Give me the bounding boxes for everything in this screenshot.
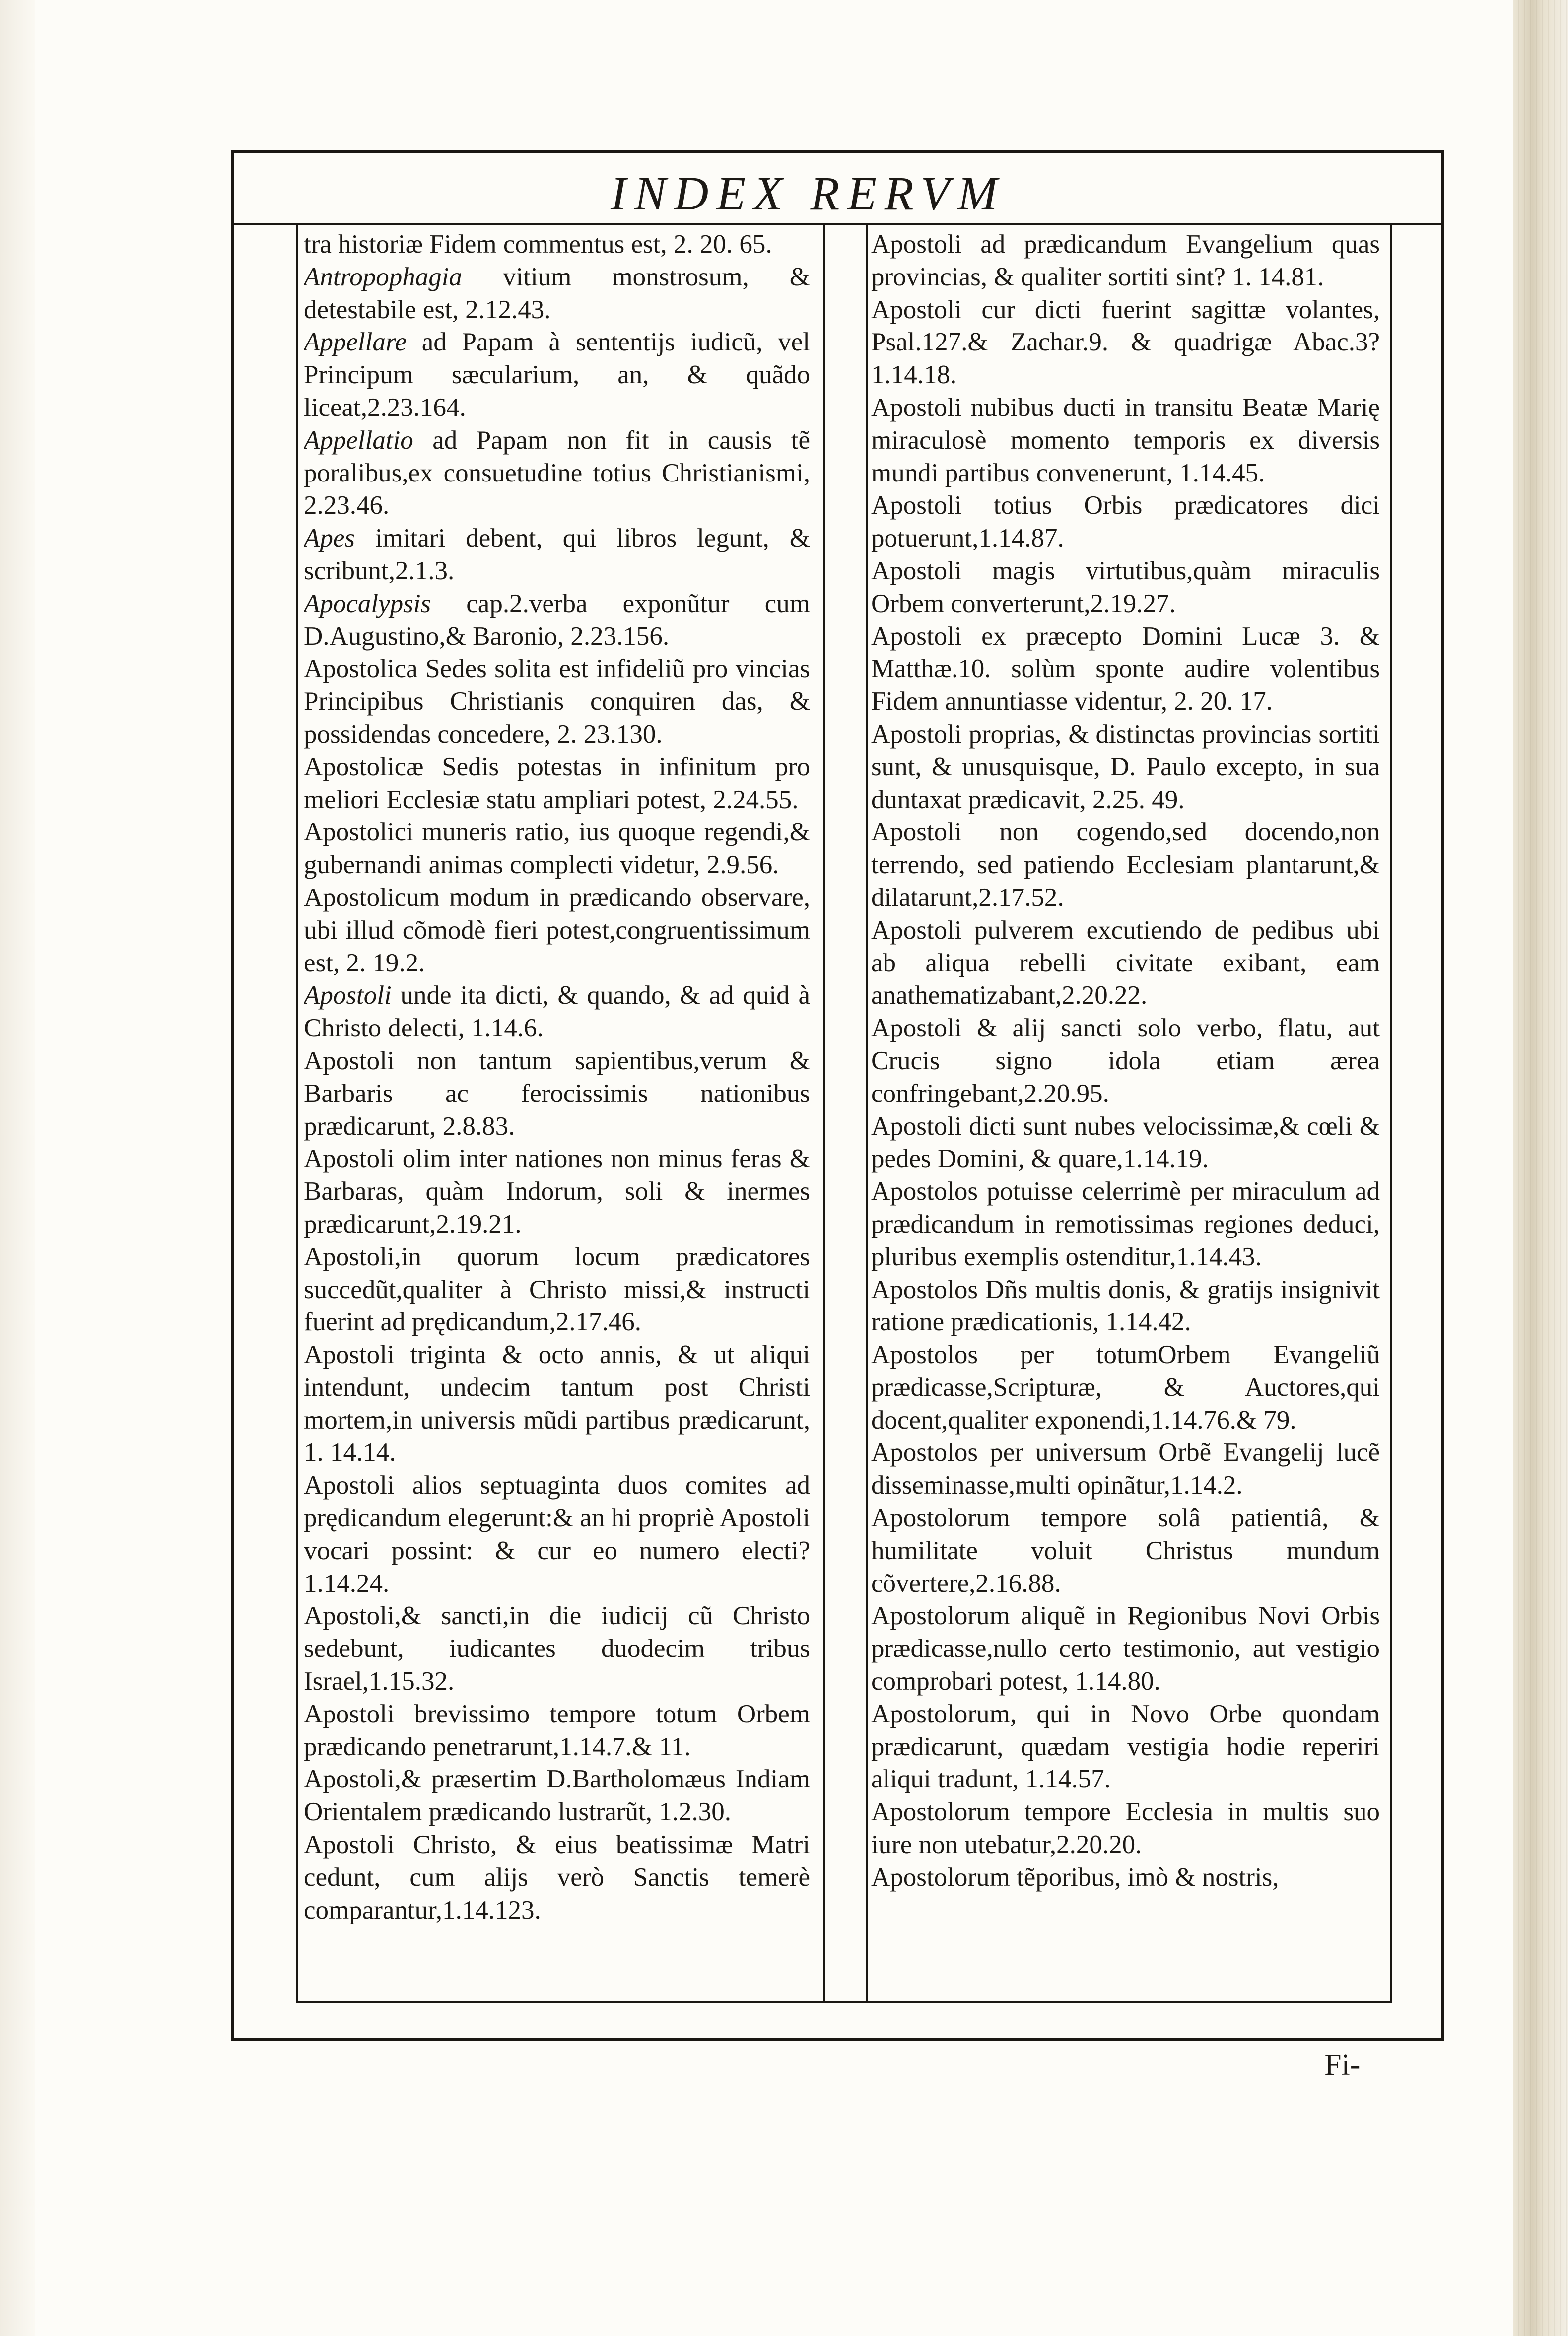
entry-headword: Apostoli [304, 981, 392, 1010]
entry-text: Apostoli brevissimo tempore totum Orbem prædicando penetrarunt,1.14.7.& 11. [304, 1699, 810, 1761]
entry-text: Apostolica Sedes solita est infideliũ pro vincias Principibus Christianis conquiren das, & possidendas concedere, 2. 23.130. [304, 654, 810, 749]
index-entry [304, 1339, 810, 1469]
entry-text: Apostolorum tẽporibus, imò & nostris, [871, 1862, 1279, 1892]
entry-text: Apostoli non tantum sapientibus,verum & Barbaris ac ferocissimis nationibus prædicarunt, 2.8.83. [304, 1046, 810, 1141]
entry-text: Apostolorum, qui in Novo Orbe quondam prædicarunt, quædam vestigia hodie reperiri aliqui tradunt, 1.14.57. [871, 1699, 1380, 1794]
entry-text: Apostoli totius Orbis prædicatores dici potuerunt,1.14.87. [871, 491, 1380, 553]
entry-text: Apostoli,& sancti,in die iudicij cũ Christo sedebunt, iudicantes duodecim tribus Israel,1.15.32. [304, 1601, 810, 1696]
index-column-right [871, 228, 1380, 1995]
index-entry [871, 555, 1380, 620]
entry-text: imitari debent, qui libros legunt, & scribunt,2.1.3. [304, 524, 810, 585]
index-entry [304, 979, 810, 1045]
entry-text: Apostoli nubibus ducti in transitu Beatæ Marię miraculosè momento temporis ex diversis mundi partibus convenerunt, 1.14.45. [871, 393, 1380, 487]
entry-text: Apostoli pulverem excutiendo de pedibus ubi ab aliqua rebelli civitate exibant, eam anathematizabant,2.20.22. [871, 915, 1380, 1010]
index-entry [304, 1045, 810, 1143]
entry-text: Apostolorum tempore solâ patientiâ, & humilitate voluit Christus mundum cõvertere,2.16.88. [871, 1504, 1380, 1598]
index-entry [304, 326, 810, 424]
index-entry [871, 816, 1380, 914]
entry-text: Apostoli ad prædicandum Evangelium quas provincias, & qualiter sortiti sint? 1. 14.81. [871, 230, 1380, 291]
entry-text: Apostoli alios septuaginta duos comites ad prędicandum elegerunt:& an hi propriè Apostoli vocari possint: & cur eo numero electi? 1.14.24. [304, 1471, 810, 1598]
entry-headword: Appellatio [304, 425, 413, 455]
title-underline-rule [231, 223, 1444, 225]
index-entry [871, 914, 1380, 1012]
entry-text: Apostoli triginta & octo annis, & ut aliqui intendunt, undecim tantum post Christi mortem,in universis mũdi partibus prædicarunt, 1. 14.14. [304, 1340, 810, 1467]
column-divider-left [823, 225, 825, 2003]
entry-text: unde ita dicti, & quando, & ad quid à Christo delecti, 1.14.6. [304, 981, 810, 1043]
entry-text: Apostoli & alij sancti solo verbo, flatu, aut Crucis signo idola etiam ærea confringebant,2.20.95. [871, 1014, 1380, 1108]
index-entry [304, 1600, 810, 1698]
entry-text: tra historiæ Fidem commentus est, 2. 20. 65. [304, 230, 772, 259]
entry-text: ad Papam non fit in causis tẽ poralibus,ex consuetudine totius Christianismi, 2.23.46. [304, 425, 810, 520]
column-divider-right [866, 225, 868, 2003]
entry-text: Apostoli olim inter nationes non minus feras & Barbaras, quàm Indorum, soli & inermes prædicarunt,2.19.21. [304, 1144, 810, 1238]
index-entry [304, 751, 810, 817]
page-title: INDEX RERVM [611, 167, 1006, 220]
index-entry [871, 228, 1380, 294]
index-entry [304, 1763, 810, 1829]
index-entry [871, 1698, 1380, 1796]
top-border-rule [231, 150, 1444, 153]
index-entry [871, 392, 1380, 489]
index-entry [304, 588, 810, 653]
index-entry [871, 489, 1380, 555]
entry-text: Apostolorum tempore Ecclesia in multis suo iure non utebatur,2.20.20. [871, 1797, 1380, 1859]
entry-text: Apostolicæ Sedis potestas in infinitum pro meliori Ecclesiæ statu ampliari potest, 2.24.55. [304, 752, 810, 814]
gutter-shadow [0, 0, 35, 2336]
entry-text: Apostolos potuisse celerrimè per miraculum ad prædicandum in remotissimas regiones deduci, pluribus exemplis ostenditur,1.14.43. [871, 1177, 1380, 1271]
index-entry [304, 1143, 810, 1240]
index-entry [871, 1600, 1380, 1698]
index-entry [871, 294, 1380, 392]
entry-text: Apostoli magis virtutibus,quàm miraculis Orbem converterunt,2.19.27. [871, 556, 1380, 618]
entry-text: cap.2.verba exponũtur cum D.Augustino,& Baronio, 2.23.156. [304, 589, 810, 651]
entry-headword: Antropophagia [304, 262, 462, 291]
right-border-rule [1441, 150, 1444, 2041]
entry-text: Apostolorum aliquẽ in Regionibus Novi Orbis prædicasse,nullo certo testimonio, aut vestigio comprobari potest, 1.14.80. [871, 1601, 1380, 1696]
bottom-border-rule [231, 2038, 1444, 2041]
left-border-rule [231, 150, 234, 2041]
entry-text: Apostoli,in quorum locum prædicatores succedũt,qualiter à Christo missi,& instructi fuerint ad prędicandum,2.17.46. [304, 1242, 810, 1337]
index-entry [304, 653, 810, 751]
index-entry [871, 1175, 1380, 1273]
index-entry [871, 1437, 1380, 1502]
entry-text: Apostolos Dñs multis donis, & gratijs insignivit ratione prædicationis, 1.14.42. [871, 1275, 1380, 1337]
column-frame-left [296, 225, 298, 2003]
page-edge-lines [1513, 0, 1568, 2336]
index-entry [871, 1339, 1380, 1437]
entry-headword: Appellare [304, 328, 407, 357]
index-entry [304, 1241, 810, 1339]
entry-text: Apostoli proprias, & distinctas provincias sortiti sunt, & unusquisque, D. Paulo excepto, in sua duntaxat prædicavit, 2.25. 49. [871, 719, 1380, 814]
index-entry [304, 1698, 810, 1764]
index-entry [871, 1502, 1380, 1600]
index-entry [304, 261, 810, 327]
index-entry [871, 1274, 1380, 1339]
catchword: Fi- [1324, 2048, 1361, 2082]
index-entry [871, 718, 1380, 816]
index-entry [304, 816, 810, 882]
entry-text: ad Papam à sententijs iudicũ, vel Principum sæcularium, an, & quãdo liceat,2.23.164. [304, 328, 810, 422]
index-entry [871, 1796, 1380, 1861]
entry-text: Apostoli,& præsertim D.Bartholomæus Indiam Orientalem prædicando lustrarũt, 1.2.30. [304, 1765, 810, 1827]
column-bottom-rule [296, 2001, 1392, 2003]
index-entry [871, 1861, 1380, 1894]
entry-text: Apostoli non cogendo,sed docendo,non terrendo, sed patiendo Ecclesiam plantarunt,& dilatarunt,2.17.52. [871, 818, 1380, 912]
entry-headword: Apocalypsis [304, 589, 431, 618]
entry-text: Apostolici muneris ratio, ius quoque regendi,& gubernandi animas complecti videtur, 2.9.56. [304, 818, 810, 880]
entry-text: Apostoli Christo, & eius beatissimæ Matri cedunt, cum alijs verò Sanctis temerè comparantur,1.14.123. [304, 1830, 810, 1924]
index-entry [871, 620, 1380, 718]
index-column-left [304, 228, 810, 1995]
entry-text: Apostolos per universum Orbẽ Evangelij lucẽ disseminasse,multi opinãtur,1.14.2. [871, 1438, 1380, 1500]
entry-text: Apostoli cur dicti fuerint sagittæ volantes, Psal.127.& Zachar.9. & quadrigæ Abac.3? 1.14.18. [871, 295, 1380, 390]
entry-text: Apostolicum modum in prædicando observare, ubi illud cõmodè fieri potest,congruentissimum est, 2. 19.2. [304, 883, 810, 977]
index-entry [871, 1012, 1380, 1110]
index-entry [304, 424, 810, 522]
entry-text: Apostoli ex præcepto Domini Lucæ 3. & Matthæ.10. solùm sponte audire volentibus Fidem annuntiasse videntur, 2. 20. 17. [871, 621, 1380, 716]
column-frame-right [1390, 225, 1392, 2003]
index-entry [304, 882, 810, 979]
index-entry [304, 1829, 810, 1926]
index-entry [304, 522, 810, 588]
entry-text: vitium monstrosum, & detestabile est, 2.12.43. [304, 262, 810, 324]
index-entry [871, 1110, 1380, 1176]
entry-text: Apostolos per totumOrbem Evangeliũ prædicasse,Scripturæ, & Auctores,qui docent,qualiter exponendi,1.14.76.& 79. [871, 1340, 1380, 1435]
entry-text: Apostoli dicti sunt nubes velocissimæ,& cœli & pedes Domini, & quare,1.14.19. [871, 1111, 1380, 1173]
index-entry [304, 228, 810, 261]
index-entry [304, 1469, 810, 1600]
entry-headword: Apes [304, 524, 355, 553]
